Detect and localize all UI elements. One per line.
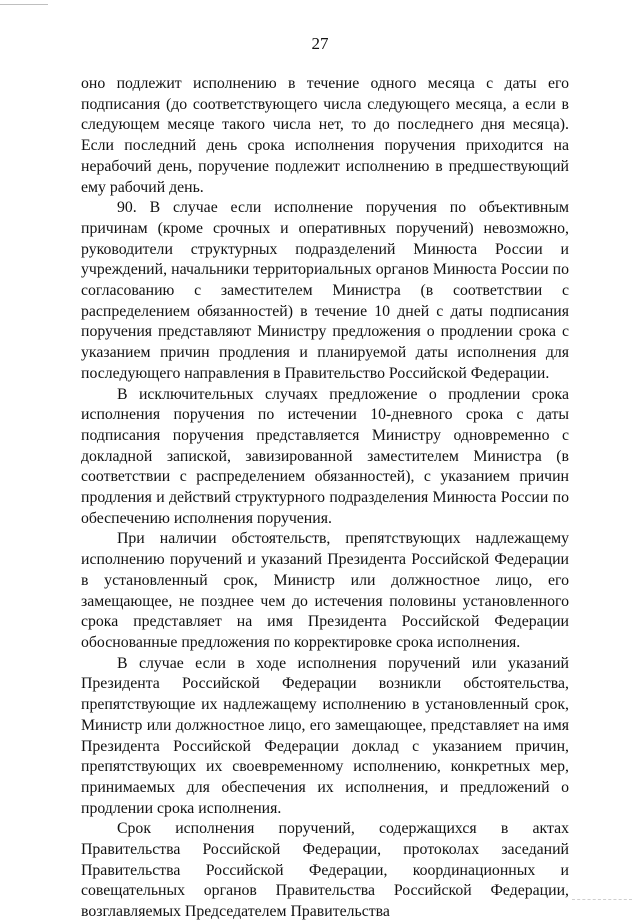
paragraph-item-90: 90. В случае если исполнение поручения по объективным причинам (кроме срочных и оперативных поручений) невозможно, руководители структурных подразделений Минюста России и учреждений, начальники территориальных органов Минюста России по согласованию с заместителем Министра (в соответствии с распределением обязанностей) в течение 10 дней с даты подписания поручения представляют Министру предложения о продлении срока с указанием причин продления и планируемой даты исполнения для последующего направления в Правительство Российской Федерации. xyxy=(81,199,569,382)
paragraph-government-acts: Срок исполнения поручений, содержащихся в актах Правительства Российской Федерации, протоколах заседаний Правительства Российской Федерации, координационных и совещательных органов Правительства Российской Федерации, возглавляемых Председателем Правительства xyxy=(81,820,569,921)
page-number: 27 xyxy=(311,34,329,53)
scan-edge-mark xyxy=(0,4,48,6)
paragraph-continuation: оно подлежит исполнению в течение одного месяца с даты его подписания (до соответствующего числа следующего месяца, а если в следующем месяце такого числа нет, то до последнего дня месяца). Если последний день срока исполнения поручения приходится на нерабочий день, поручение подлежит исполнению в предшествующий ему рабочий день. xyxy=(81,75,569,196)
document-body xyxy=(81,74,569,923)
paragraph-exceptional-cases: В исключительных случаях предложение о продлении срока исполнения поручения по истечении 10-дневного срока с даты подписания поручения представляется Министру одновременно с докладной запиской, завизированной заместителем Министра (в соответствии с распределением обязанностей), с указанием причин продления и действий структурного подразделения Минюста России по обеспечению исполнения поручения. xyxy=(81,385,569,527)
scan-edge-mark-bottom xyxy=(572,899,632,901)
paragraph-extension-report: В случае если в ходе исполнения поручений или указаний Президента Российской Федерации возникли обстоятельства, препятствующие их надлежащему исполнению в установленный срок, Министр или должностное лицо, его замещающее, представляет на имя Президента Российской Федерации доклад с указанием причин, препятствующих их своевременному исполнению, конкретных мер, принимаемых для обеспечения их исполнения, и предложений о продлении срока исполнения. xyxy=(81,654,569,817)
paragraph-president-instructions: При наличии обстоятельств, препятствующих надлежащему исполнению поручений и указаний Президента Российской Федерации в установленный срок, Министр или должностное лицо, его замещающее, не позднее чем до истечения половины установленного срока представляет на имя Президента Российской Федерации обоснованные предложения по корректировке срока исполнения. xyxy=(81,530,569,651)
